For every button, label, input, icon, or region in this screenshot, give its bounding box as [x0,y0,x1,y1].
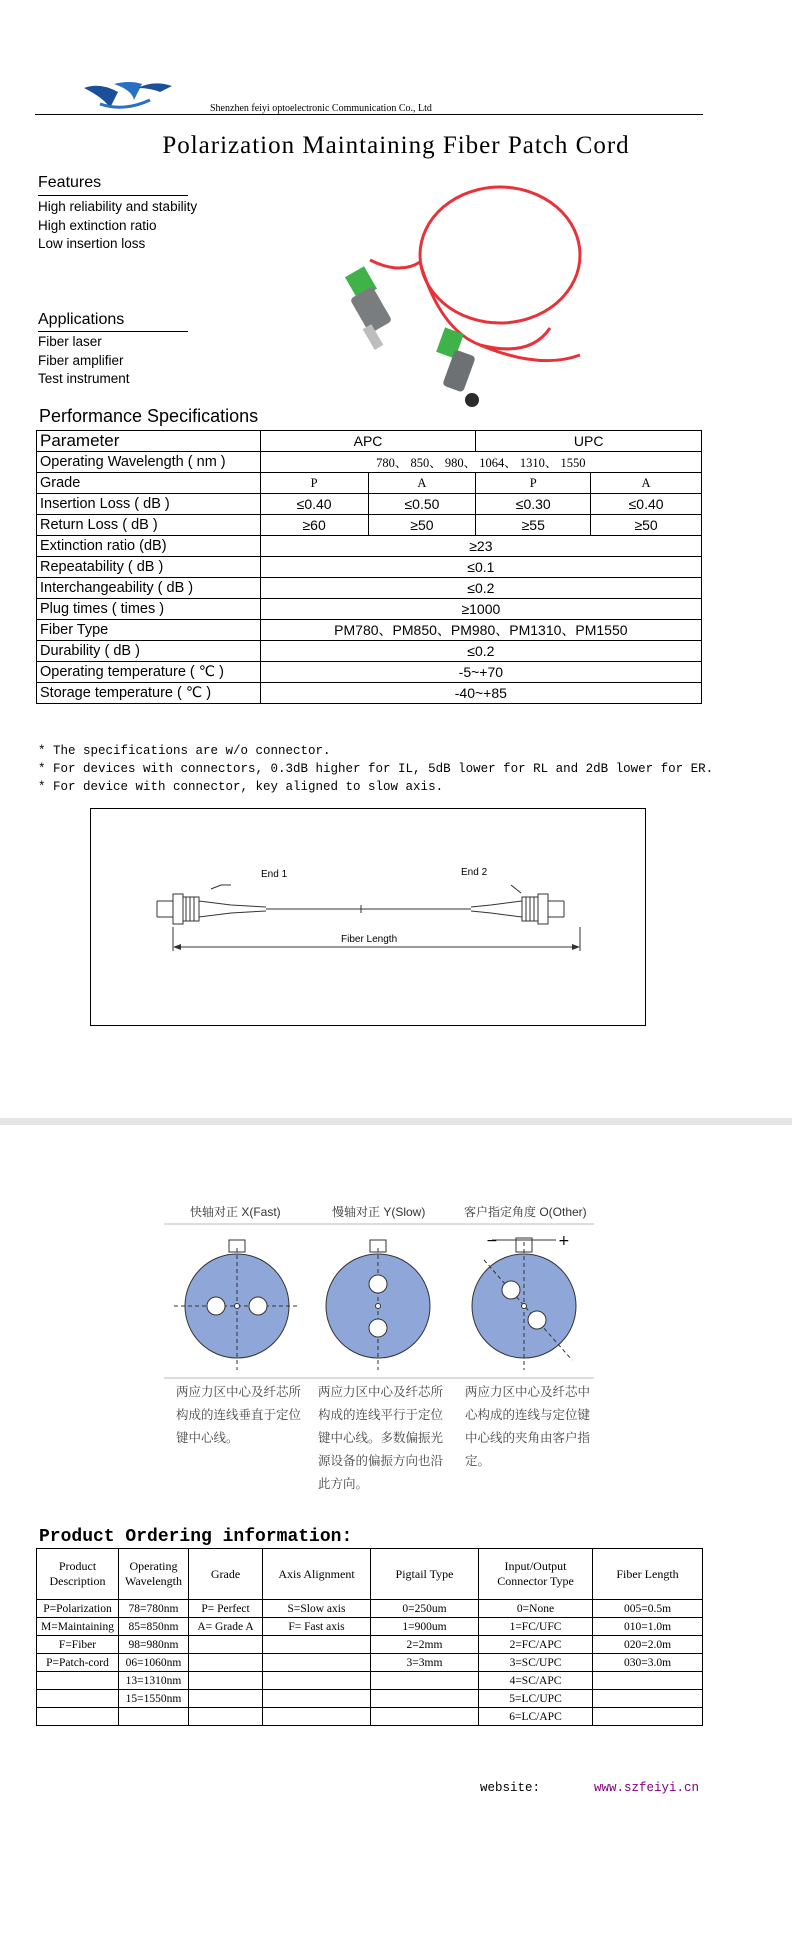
table-cell: A [368,473,476,494]
fiber-length-label: Fiber Length [341,934,398,945]
table-row [37,1636,703,1654]
cord-drawing [91,809,645,1025]
column-header: Pigtail Type [371,1549,479,1600]
table-cell: 010=1.0m [593,1618,703,1636]
table-cell [37,1690,119,1708]
table-cell: 030=3.0m [593,1654,703,1672]
table-cell: A= Grade A [189,1618,263,1636]
column-header: Product Description [37,1549,119,1600]
table-cell [189,1654,263,1672]
table-cell: 1=900um [371,1618,479,1636]
description-line: 构成的连线平行于定位 [318,1408,444,1422]
feature-item: Low insertion loss [38,236,146,251]
table-row [37,1618,703,1636]
table-cell [263,1690,371,1708]
table-cell: Operating Wavelength ( nm ) [37,452,261,473]
column-header: Input/Output Connector Type [479,1549,593,1600]
table-cell: P [260,473,368,494]
table-cell: P= Perfect [189,1600,263,1618]
table-cell: 4=SC/APC [479,1672,593,1690]
table-cell [371,1690,479,1708]
fast-axis-title: 快轴对正 X(Fast) [190,1205,281,1219]
table-cell: 020=2.0m [593,1636,703,1654]
minus-sign: − [486,1233,498,1249]
table-cell: ≤0.40 [260,494,368,515]
table-row [37,431,702,452]
description-line: 此方向。 [318,1477,369,1491]
description-line: 两应力区中心及纤芯中 [465,1385,591,1399]
table-cell: S=Slow axis [263,1600,371,1618]
slow-axis-disk [326,1240,430,1370]
table-cell [593,1690,703,1708]
table-cell: 13=1310nm [119,1672,189,1690]
table-row [37,515,702,536]
description-line: 两应力区中心及纤芯所 [176,1385,302,1399]
application-item: Test instrument [38,371,130,386]
features-list [38,198,197,254]
table-row [37,536,702,557]
table-cell: ≤0.50 [368,494,476,515]
slow-axis-description [318,1381,443,1496]
table-cell [37,1672,119,1690]
table-cell: Parameter [37,431,261,452]
table-cell: Plug times ( times ) [37,599,261,620]
performance-heading: Performance Specifications [39,406,259,426]
table-cell: 78=780nm [119,1600,189,1618]
spec-notes [38,742,713,796]
table-row [37,494,702,515]
table-row [37,1690,703,1708]
table-row [37,620,702,641]
table-cell: M=Maintaining [37,1618,119,1636]
table-cell: PM780、PM850、PM980、PM1310、PM1550 [260,620,701,641]
table-cell: Repeatability ( dB ) [37,557,261,578]
table-cell: F=Fiber [37,1636,119,1654]
plus-sign: + [558,1233,570,1249]
applications-heading: Applications [38,311,125,328]
table-cell: 98=980nm [119,1636,189,1654]
table-cell: ≤0.2 [260,641,701,662]
website-label: website: [480,1781,541,1795]
applications-underline [38,331,188,332]
table-cell: UPC [476,431,702,452]
table-cell: 06=1060nm [119,1654,189,1672]
feature-item: High reliability and stability [38,199,198,214]
table-cell [189,1672,263,1690]
column-header: Fiber Length [593,1549,703,1600]
table-cell: -5~+70 [260,662,701,683]
table-cell [189,1708,263,1726]
table-cell: Insertion Loss ( dB ) [37,494,261,515]
table-row [37,473,702,494]
company-logo [80,78,175,114]
features-heading: Features [38,174,102,191]
application-item: Fiber laser [38,334,102,349]
table-cell: 3=3mm [371,1654,479,1672]
table-cell: Extinction ratio (dB) [37,536,261,557]
ordering-heading: Product Ordering information: [39,1527,353,1547]
header-rule [35,114,703,115]
table-row [37,599,702,620]
table-cell: P=Polarization [37,1600,119,1618]
table-cell: ≥23 [260,536,701,557]
table-cell: 0=250um [371,1600,479,1618]
description-line: 定。 [465,1454,491,1468]
table-cell: 6=LC/APC [479,1708,593,1726]
table-cell: ≥50 [368,515,476,536]
description-line: 源设备的偏振方向也沿 [318,1454,444,1468]
table-cell [263,1654,371,1672]
description-line: 构成的连线垂直于定位 [176,1408,302,1422]
table-cell: ≤0.40 [591,494,702,515]
table-cell [371,1708,479,1726]
table-cell: 780、 850、 980、 1064、 1310、 1550 [260,452,701,473]
table-cell: ≥50 [591,515,702,536]
column-header: Axis Alignment [263,1549,371,1600]
ordering-table [36,1548,703,1726]
company-name: Shenzhen feiyi optoelectronic Communication Co., Ltd [210,103,432,114]
application-item: Fiber amplifier [38,352,124,368]
table-cell: 5=LC/UPC [479,1690,593,1708]
cord-diagram [90,808,646,1026]
table-header-row [37,1549,703,1600]
table-cell: 15=1550nm [119,1690,189,1708]
table-cell: ≥55 [476,515,591,536]
table-cell: 2=FC/APC [479,1636,593,1654]
performance-table [36,430,702,704]
end2-label: End 2 [461,867,488,878]
table-cell: 3=SC/UPC [479,1654,593,1672]
table-cell: F= Fast axis [263,1618,371,1636]
table-cell [263,1636,371,1654]
table-cell: 005=0.5m [593,1600,703,1618]
column-header: Grade [189,1549,263,1600]
table-cell: A [591,473,702,494]
table-cell [119,1708,189,1726]
table-cell: -40~+85 [260,683,701,704]
other-axis-disk [472,1233,576,1370]
table-cell: 0=None [479,1600,593,1618]
fast-axis-disk [174,1240,300,1370]
description-line: 中心线的夹角由客户指 [465,1431,591,1445]
table-cell: Storage temperature ( ℃ ) [37,683,261,704]
note-line: * For devices with connectors, 0.3dB higher for IL, 5dB lower for RL and 2dB lower for ER. [38,762,714,776]
table-row [37,1708,703,1726]
table-cell: 2=2mm [371,1636,479,1654]
table-cell [263,1708,371,1726]
table-cell: ≥60 [260,515,368,536]
table-row [37,1672,703,1690]
table-row [37,1654,703,1672]
table-row [37,557,702,578]
end1-label: End 1 [261,869,288,880]
table-cell [189,1690,263,1708]
other-axis-description [465,1381,590,1473]
note-line: * For device with connector, key aligned to slow axis. [38,780,444,794]
description-line: 键中心线。多数偏振光 [318,1431,444,1445]
table-cell: Grade [37,473,261,494]
table-cell [263,1672,371,1690]
page-title: Polarization Maintaining Fiber Patch Cord [162,132,630,159]
table-cell: P [476,473,591,494]
features-underline [38,195,188,196]
table-cell [37,1708,119,1726]
table-cell: Durability ( dB ) [37,641,261,662]
table-cell: Return Loss ( dB ) [37,515,261,536]
table-row [37,1600,703,1618]
table-row [37,683,702,704]
table-cell: Fiber Type [37,620,261,641]
table-cell [593,1708,703,1726]
applications-list [38,333,130,389]
table-cell: ≤0.30 [476,494,591,515]
website-link[interactable]: www.szfeiyi.cn [594,1781,700,1795]
page-divider [0,1118,792,1125]
slow-axis-title: 慢轴对正 Y(Slow) [332,1205,426,1219]
description-line: 两应力区中心及纤芯所 [318,1385,444,1399]
table-cell: ≤0.1 [260,557,701,578]
table-cell: 1=FC/UFC [479,1618,593,1636]
table-cell [189,1636,263,1654]
table-cell: APC [260,431,476,452]
fast-axis-description [176,1381,301,1450]
table-cell: Operating temperature ( ℃ ) [37,662,261,683]
table-cell: ≥1000 [260,599,701,620]
table-cell: 85=850nm [119,1618,189,1636]
note-line: * The specifications are w/o connector. [38,744,331,758]
table-cell: ≤0.2 [260,578,701,599]
feature-item: High extinction ratio [38,217,157,233]
other-axis-title: 客户指定角度 O(Other) [464,1205,587,1219]
description-line: 键中心线。 [176,1431,239,1445]
table-cell [371,1672,479,1690]
table-row [37,641,702,662]
table-cell [593,1672,703,1690]
table-cell: Interchangeability ( dB ) [37,578,261,599]
alignment-diagram [164,1220,594,1380]
table-row [37,662,702,683]
patch-cord-photo [340,180,610,420]
table-row [37,452,702,473]
table-cell: P=Patch-cord [37,1654,119,1672]
description-line: 心构成的连线与定位键 [465,1408,591,1422]
column-header: Operating Wavelength [119,1549,189,1600]
table-row [37,578,702,599]
